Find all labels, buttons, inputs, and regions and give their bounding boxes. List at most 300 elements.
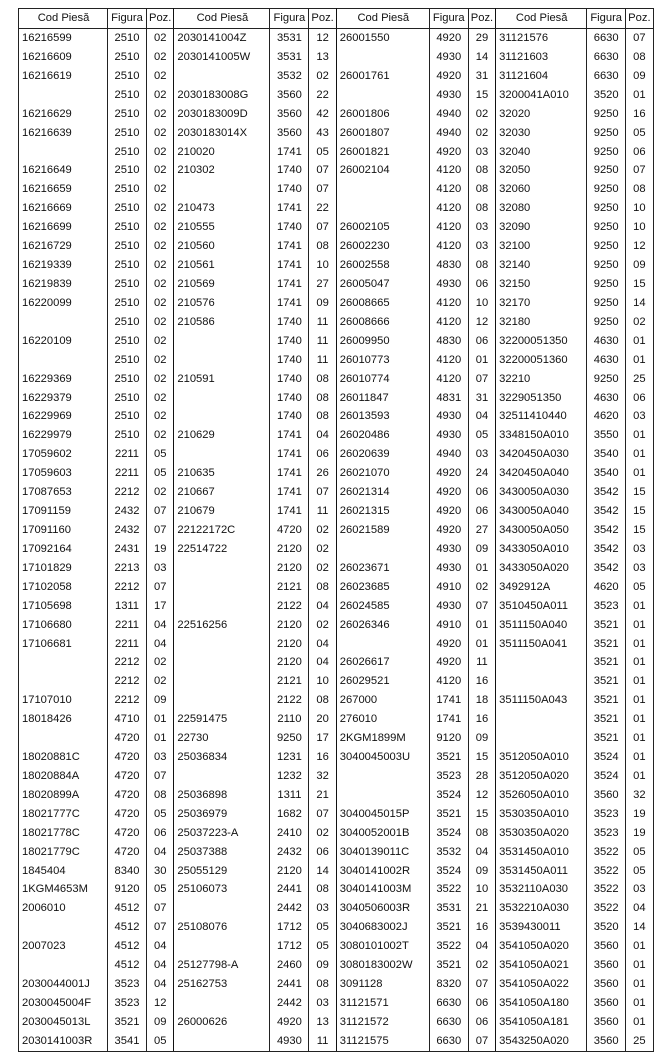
poz-cell: 11 [309, 332, 336, 351]
cod-piesa-cell: 2030141003R [19, 1032, 108, 1051]
figura-cell: 3542 [587, 502, 626, 521]
figura-cell: 4830 [429, 256, 468, 275]
figura-cell: 3521 [429, 748, 468, 767]
cod-piesa-cell: 3532210A030 [496, 899, 587, 918]
poz-cell: 05 [147, 445, 174, 464]
poz-cell: 09 [309, 294, 336, 313]
cod-piesa-cell: 3510450A011 [496, 597, 587, 616]
cod-piesa-cell: 17059602 [19, 445, 108, 464]
table-row [19, 256, 654, 275]
cod-piesa-cell: 26021314 [336, 483, 429, 502]
figura-cell: 3522 [587, 899, 626, 918]
cod-piesa-cell: 26010774 [336, 370, 429, 389]
cod-piesa-cell: 16216729 [19, 237, 108, 256]
figura-cell: 2211 [108, 635, 147, 654]
poz-cell: 06 [147, 824, 174, 843]
table-row [19, 483, 654, 502]
figura-cell: 2510 [108, 237, 147, 256]
poz-cell: 28 [468, 767, 495, 786]
poz-cell: 02 [147, 105, 174, 124]
cod-piesa-cell: 3541050A180 [496, 994, 587, 1013]
poz-cell: 02 [147, 313, 174, 332]
cod-piesa-cell: 2030183008G [174, 86, 270, 105]
figura-cell: 4120 [429, 313, 468, 332]
figura-cell: 4120 [429, 370, 468, 389]
figura-cell: 9120 [108, 880, 147, 899]
figura-cell: 3524 [587, 748, 626, 767]
table-row [19, 67, 654, 86]
poz-cell: 09 [626, 256, 653, 275]
table-row [19, 332, 654, 351]
poz-cell: 01 [147, 729, 174, 748]
table-row [19, 767, 654, 786]
figura-cell: 2510 [108, 161, 147, 180]
cod-piesa-cell: 2030141004Z [174, 29, 270, 48]
cod-piesa-cell: 26023671 [336, 559, 429, 578]
figura-cell: 3520 [587, 918, 626, 937]
poz-cell: 08 [309, 880, 336, 899]
cod-piesa-cell [19, 653, 108, 672]
cod-piesa-cell: 26002558 [336, 256, 429, 275]
figura-cell: 9250 [587, 237, 626, 256]
poz-cell: 01 [626, 767, 653, 786]
poz-cell: 32 [626, 786, 653, 805]
poz-cell: 24 [468, 464, 495, 483]
poz-cell: 01 [626, 956, 653, 975]
poz-cell: 02 [147, 199, 174, 218]
figura-cell: 4930 [429, 275, 468, 294]
cod-piesa-cell: 2030045004F [19, 994, 108, 1013]
figura-cell: 3560 [587, 994, 626, 1013]
cod-piesa-cell: 18018426 [19, 710, 108, 729]
figura-cell: 4120 [429, 351, 468, 370]
header-cod-piesa: Cod Piesă [336, 9, 429, 29]
figura-cell: 4720 [108, 767, 147, 786]
poz-cell: 02 [468, 956, 495, 975]
cod-piesa-cell [336, 540, 429, 559]
figura-cell: 2211 [108, 464, 147, 483]
cod-piesa-cell [174, 389, 270, 408]
figura-cell: 6630 [429, 1032, 468, 1051]
poz-cell: 07 [147, 767, 174, 786]
poz-cell: 08 [309, 975, 336, 994]
cod-piesa-cell: 31121603 [496, 48, 587, 67]
poz-cell: 17 [147, 597, 174, 616]
figura-cell: 2120 [270, 616, 309, 635]
table-row [19, 426, 654, 445]
figura-cell: 2510 [108, 275, 147, 294]
poz-cell: 04 [309, 426, 336, 445]
poz-cell: 01 [626, 351, 653, 370]
figura-cell: 3524 [429, 786, 468, 805]
cod-piesa-cell: 32060 [496, 180, 587, 199]
poz-cell: 05 [147, 1032, 174, 1051]
figura-cell: 3560 [270, 105, 309, 124]
poz-cell: 08 [309, 389, 336, 408]
figura-cell: 1232 [270, 767, 309, 786]
figura-cell: 2212 [108, 691, 147, 710]
poz-cell: 21 [309, 786, 336, 805]
cod-piesa-cell: 210302 [174, 161, 270, 180]
figura-cell: 2431 [108, 540, 147, 559]
figura-cell: 4930 [429, 559, 468, 578]
poz-cell: 10 [468, 294, 495, 313]
poz-cell: 01 [147, 710, 174, 729]
poz-cell: 04 [309, 597, 336, 616]
figura-cell: 4930 [429, 426, 468, 445]
poz-cell: 03 [626, 559, 653, 578]
cod-piesa-cell: 16229979 [19, 426, 108, 445]
cod-piesa-cell: 26020486 [336, 426, 429, 445]
cod-piesa-cell: 3040045015P [336, 805, 429, 824]
poz-cell: 08 [309, 407, 336, 426]
poz-cell: 02 [309, 616, 336, 635]
poz-cell: 06 [468, 502, 495, 521]
cod-piesa-cell: 25106073 [174, 880, 270, 899]
figura-cell: 4512 [108, 937, 147, 956]
figura-cell: 2212 [108, 483, 147, 502]
poz-cell: 03 [468, 237, 495, 256]
table-row [19, 862, 654, 881]
poz-cell: 02 [147, 426, 174, 445]
cod-piesa-cell: 16229969 [19, 407, 108, 426]
cod-piesa-cell: 32080 [496, 199, 587, 218]
poz-cell: 03 [309, 899, 336, 918]
cod-piesa-cell: 3541050A181 [496, 1013, 587, 1032]
cod-piesa-cell: 17102058 [19, 578, 108, 597]
poz-cell: 08 [309, 578, 336, 597]
poz-cell: 43 [309, 124, 336, 143]
figura-cell: 2510 [108, 426, 147, 445]
figura-cell: 2120 [270, 862, 309, 881]
poz-cell: 02 [147, 29, 174, 48]
poz-cell: 05 [626, 843, 653, 862]
cod-piesa-cell: 25037388 [174, 843, 270, 862]
figura-cell: 8340 [108, 862, 147, 881]
cod-piesa-cell: 26024585 [336, 597, 429, 616]
poz-cell: 05 [309, 937, 336, 956]
cod-piesa-cell [19, 313, 108, 332]
poz-cell: 13 [309, 48, 336, 67]
cod-piesa-cell: 16220099 [19, 294, 108, 313]
poz-cell: 22 [309, 199, 336, 218]
table-row [19, 635, 654, 654]
cod-piesa-cell [174, 351, 270, 370]
poz-cell: 12 [468, 786, 495, 805]
cod-piesa-cell: 3530350A020 [496, 824, 587, 843]
cod-piesa-cell: 210635 [174, 464, 270, 483]
poz-cell: 01 [626, 729, 653, 748]
poz-cell: 08 [468, 180, 495, 199]
cod-piesa-cell: 16219839 [19, 275, 108, 294]
cod-piesa-cell: 16216649 [19, 161, 108, 180]
table-row [19, 218, 654, 237]
header-figura: Figura [429, 9, 468, 29]
figura-cell: 4940 [429, 105, 468, 124]
cod-piesa-cell: 276010 [336, 710, 429, 729]
table-row [19, 824, 654, 843]
figura-cell: 1740 [270, 161, 309, 180]
figura-cell: 2460 [270, 956, 309, 975]
cod-piesa-cell: 210667 [174, 483, 270, 502]
cod-piesa-cell: 3531450A010 [496, 843, 587, 862]
figura-cell: 2510 [108, 48, 147, 67]
poz-cell: 21 [468, 899, 495, 918]
cod-piesa-cell: 32040 [496, 143, 587, 162]
cod-piesa-cell [19, 143, 108, 162]
figura-cell: 8320 [429, 975, 468, 994]
figura-cell: 4120 [429, 294, 468, 313]
table-row [19, 105, 654, 124]
table-row [19, 937, 654, 956]
figura-cell: 4830 [429, 332, 468, 351]
figura-cell: 4930 [429, 540, 468, 559]
cod-piesa-cell [174, 180, 270, 199]
poz-cell: 07 [468, 975, 495, 994]
table-row [19, 691, 654, 710]
figura-cell: 4120 [429, 199, 468, 218]
cod-piesa-cell: 3040139011C [336, 843, 429, 862]
figura-cell: 2510 [108, 389, 147, 408]
cod-piesa-cell: 210560 [174, 237, 270, 256]
cod-piesa-cell: 26002105 [336, 218, 429, 237]
figura-cell: 3522 [429, 937, 468, 956]
figura-cell: 3560 [587, 1013, 626, 1032]
poz-cell: 25 [626, 1032, 653, 1051]
cod-piesa-cell: 17087653 [19, 483, 108, 502]
cod-piesa-cell: 25055129 [174, 862, 270, 881]
poz-cell: 05 [626, 862, 653, 881]
cod-piesa-cell: 3200041A010 [496, 86, 587, 105]
poz-cell: 11 [309, 1032, 336, 1051]
table-row [19, 956, 654, 975]
cod-piesa-cell: 210561 [174, 256, 270, 275]
figura-cell: 2510 [108, 407, 147, 426]
poz-cell: 04 [147, 956, 174, 975]
poz-cell: 03 [468, 218, 495, 237]
figura-cell: 1682 [270, 805, 309, 824]
poz-cell: 01 [626, 86, 653, 105]
figura-cell: 2120 [270, 635, 309, 654]
poz-cell: 06 [626, 389, 653, 408]
cod-piesa-cell: 32100 [496, 237, 587, 256]
poz-cell: 09 [309, 956, 336, 975]
cod-piesa-cell [19, 351, 108, 370]
cod-piesa-cell: 32180 [496, 313, 587, 332]
cod-piesa-cell: 32140 [496, 256, 587, 275]
cod-piesa-cell: 25108076 [174, 918, 270, 937]
figura-cell: 9250 [587, 313, 626, 332]
poz-cell: 15 [626, 502, 653, 521]
figura-cell: 2122 [270, 597, 309, 616]
cod-piesa-cell: 210576 [174, 294, 270, 313]
cod-piesa-cell: 3040141002R [336, 862, 429, 881]
table-row [19, 975, 654, 994]
table-row [19, 351, 654, 370]
figura-cell: 4120 [429, 672, 468, 691]
figura-cell: 1311 [108, 597, 147, 616]
cod-piesa-cell: 3433050A020 [496, 559, 587, 578]
cod-piesa-cell [174, 937, 270, 956]
figura-cell: 1740 [270, 370, 309, 389]
figura-cell: 2510 [108, 86, 147, 105]
poz-cell: 12 [309, 29, 336, 48]
figura-cell: 3532 [429, 843, 468, 862]
poz-cell: 19 [626, 824, 653, 843]
cod-piesa-cell: 26000626 [174, 1013, 270, 1032]
table-row [19, 710, 654, 729]
cod-piesa-cell: 18020884A [19, 767, 108, 786]
figura-cell: 2110 [270, 710, 309, 729]
poz-cell: 07 [468, 370, 495, 389]
figura-cell: 9250 [587, 105, 626, 124]
table-row [19, 672, 654, 691]
figura-cell: 4120 [429, 218, 468, 237]
poz-cell: 19 [147, 540, 174, 559]
cod-piesa-cell: 17106680 [19, 616, 108, 635]
cod-piesa-cell [174, 653, 270, 672]
poz-cell: 01 [626, 332, 653, 351]
poz-cell: 02 [147, 161, 174, 180]
figura-cell: 3521 [429, 918, 468, 937]
parts-index-table [18, 8, 654, 1052]
figura-cell: 1712 [270, 937, 309, 956]
cod-piesa-cell: 26026617 [336, 653, 429, 672]
cod-piesa-cell: 2030141005W [174, 48, 270, 67]
cod-piesa-cell: 210569 [174, 275, 270, 294]
cod-piesa-cell: 18020881C [19, 748, 108, 767]
cod-piesa-cell: 18021777C [19, 805, 108, 824]
poz-cell: 08 [147, 786, 174, 805]
cod-piesa-cell: 26008666 [336, 313, 429, 332]
table-row [19, 578, 654, 597]
poz-cell: 02 [147, 218, 174, 237]
cod-piesa-cell [496, 710, 587, 729]
poz-cell: 01 [468, 559, 495, 578]
poz-cell: 04 [147, 937, 174, 956]
cod-piesa-cell: 25037223-A [174, 824, 270, 843]
figura-cell: 2510 [108, 332, 147, 351]
cod-piesa-cell [174, 672, 270, 691]
table-row [19, 748, 654, 767]
poz-cell: 14 [626, 294, 653, 313]
figura-cell: 4120 [429, 180, 468, 199]
cod-piesa-cell: 210020 [174, 143, 270, 162]
cod-piesa-cell: 210473 [174, 199, 270, 218]
cod-piesa-cell: 22514722 [174, 540, 270, 559]
figura-cell: 1740 [270, 389, 309, 408]
table-row [19, 597, 654, 616]
poz-cell: 04 [468, 937, 495, 956]
figura-cell: 3523 [587, 597, 626, 616]
poz-cell: 03 [309, 994, 336, 1013]
figura-cell: 1741 [429, 710, 468, 729]
figura-cell: 6630 [587, 29, 626, 48]
poz-cell: 02 [147, 672, 174, 691]
figura-cell: 3560 [270, 124, 309, 143]
poz-cell: 03 [626, 540, 653, 559]
poz-cell: 02 [147, 483, 174, 502]
poz-cell: 15 [468, 748, 495, 767]
cod-piesa-cell [174, 899, 270, 918]
poz-cell: 01 [626, 445, 653, 464]
figura-cell: 4920 [429, 635, 468, 654]
poz-cell: 01 [626, 937, 653, 956]
figura-cell: 4920 [429, 67, 468, 86]
poz-cell: 02 [468, 105, 495, 124]
figura-cell: 3560 [587, 956, 626, 975]
figura-cell: 2510 [108, 67, 147, 86]
table-row [19, 464, 654, 483]
figura-cell: 3560 [270, 86, 309, 105]
cod-piesa-cell [336, 180, 429, 199]
table-row [19, 445, 654, 464]
cod-piesa-cell: 2007023 [19, 937, 108, 956]
cod-piesa-cell: 22591475 [174, 710, 270, 729]
figura-cell: 3523 [108, 994, 147, 1013]
cod-piesa-cell: 22516256 [174, 616, 270, 635]
cod-piesa-cell: 26010773 [336, 351, 429, 370]
figura-cell: 3542 [587, 521, 626, 540]
poz-cell: 07 [626, 161, 653, 180]
figura-cell: 4710 [108, 710, 147, 729]
cod-piesa-cell: 26008665 [336, 294, 429, 313]
poz-cell: 02 [147, 86, 174, 105]
figura-cell: 4512 [108, 899, 147, 918]
figura-cell: 4120 [429, 237, 468, 256]
figura-cell: 4920 [429, 502, 468, 521]
poz-cell: 01 [626, 710, 653, 729]
poz-cell: 06 [468, 275, 495, 294]
poz-cell: 02 [147, 389, 174, 408]
poz-cell: 04 [147, 616, 174, 635]
header-row [19, 9, 654, 29]
figura-cell: 3531 [429, 899, 468, 918]
cod-piesa-cell [174, 597, 270, 616]
poz-cell: 10 [468, 880, 495, 899]
cod-piesa-cell: 26029521 [336, 672, 429, 691]
cod-piesa-cell: 3492912A [496, 578, 587, 597]
cod-piesa-cell: 16216619 [19, 67, 108, 86]
poz-cell: 31 [468, 389, 495, 408]
poz-cell: 01 [626, 426, 653, 445]
cod-piesa-cell: 16216639 [19, 124, 108, 143]
figura-cell: 4831 [429, 389, 468, 408]
poz-cell: 16 [468, 710, 495, 729]
poz-cell: 07 [147, 502, 174, 521]
cod-piesa-cell: 17107010 [19, 691, 108, 710]
figura-cell: 1740 [270, 351, 309, 370]
table-row [19, 899, 654, 918]
cod-piesa-cell: 32200051360 [496, 351, 587, 370]
cod-piesa-cell: 16216599 [19, 29, 108, 48]
poz-cell: 02 [147, 48, 174, 67]
poz-cell: 16 [309, 748, 336, 767]
header-poz: Poz. [626, 9, 653, 29]
poz-cell: 06 [309, 843, 336, 862]
cod-piesa-cell: 3430050A050 [496, 521, 587, 540]
poz-cell: 01 [626, 597, 653, 616]
poz-cell: 10 [626, 218, 653, 237]
poz-cell: 02 [147, 237, 174, 256]
cod-piesa-cell: 18020899A [19, 786, 108, 805]
poz-cell: 02 [309, 521, 336, 540]
cod-piesa-cell: 32030 [496, 124, 587, 143]
cod-piesa-cell: 26021589 [336, 521, 429, 540]
cod-piesa-cell [496, 729, 587, 748]
figura-cell: 1741 [270, 256, 309, 275]
poz-cell: 03 [626, 880, 653, 899]
